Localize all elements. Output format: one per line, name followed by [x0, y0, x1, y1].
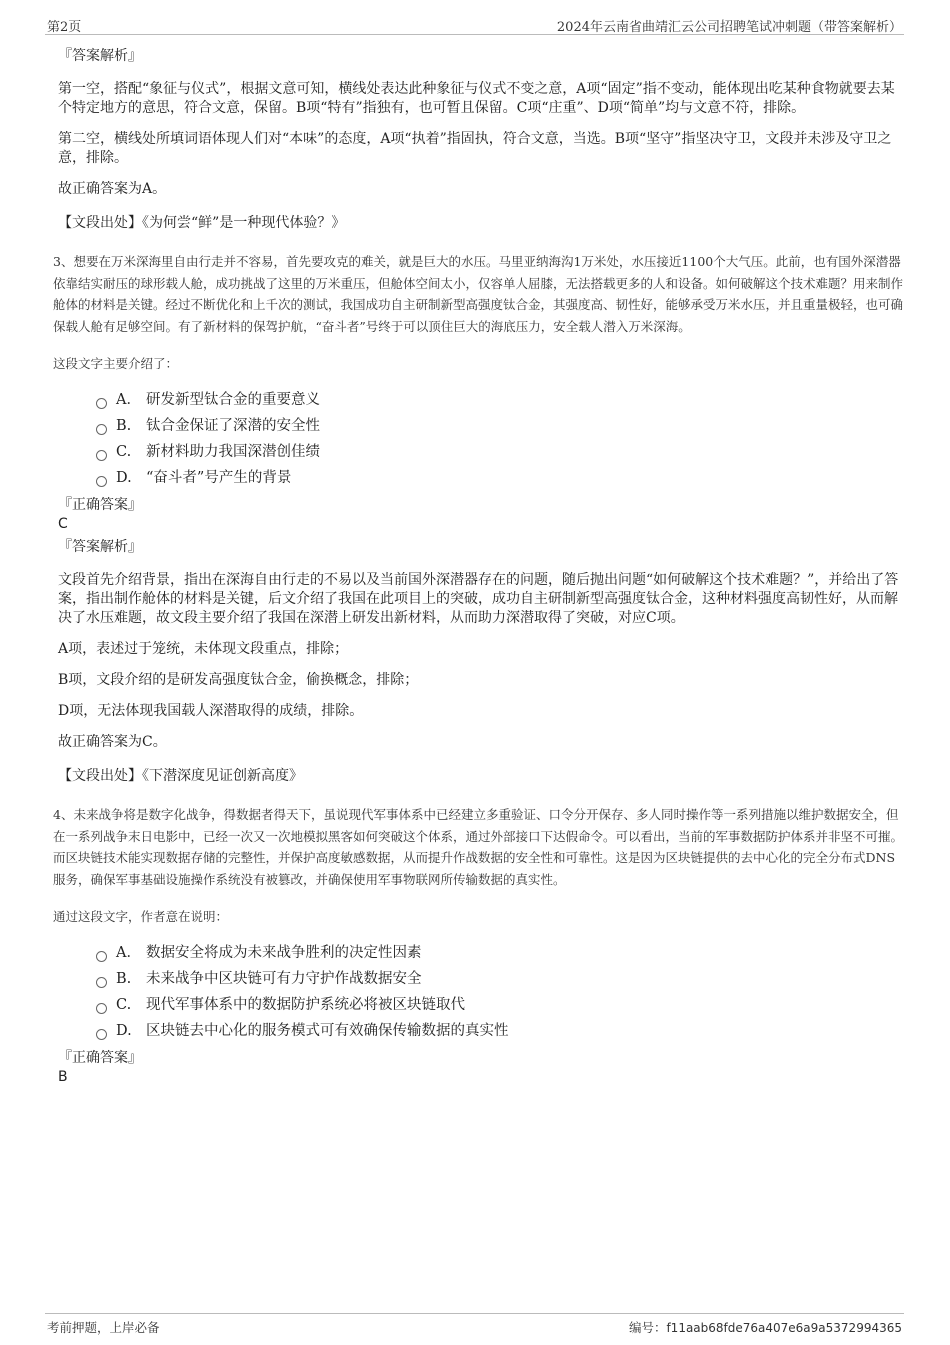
analysis-paragraph: 故正确答案为C。 [58, 734, 167, 750]
page-header [45, 14, 904, 35]
page-footer [45, 1313, 904, 1338]
analysis-paragraph: 故正确答案为A。 [58, 181, 167, 197]
document-code [629, 1318, 902, 1336]
option-text: “奋斗者”号产生的背景 [146, 470, 292, 486]
analysis-paragraph: 第一空，搭配“象征与仪式”，根据文意可知，横线处表达此种象征与仪式不变之意，A项“固定”指不变动，能体现出吃某种食物就要去某个特定地方的意思，符合文意，保留。B项“特有”指独有，也可暂且保留。C项“庄重”、D项“简单”均与文意不符，排除。 [58, 81, 895, 116]
option-text: 未来战争中区块链可有力守护作战数据安全 [146, 971, 422, 987]
option-key: A． [116, 945, 141, 961]
radio-icon[interactable] [96, 476, 107, 487]
question-text: 4、未来战争将是数字化战争，得数据者得天下，虽说现代军事体系中已经建立多重验证、口令分开保存、多人同时操作等一系列措施以维护数据安全，但在一系列战争末日电影中，已经一次又一次地模拟黑客如何突破这个体系，通过外部接口下达假命令。可以看出，当前的军事数据防护体系并非坚不可摧。而区块链技术能实现数据存储的完整性，并保护高度敏感数据，从而提升作战数据的安全性和可靠性。这是因为区块链提供的去中心化的完全分布式DNS服务，确保军事基础设施操作系统没有被篡改，并确保使用军事物联网所传输数据的真实性。 [53, 807, 904, 887]
option-key: D. [116, 1023, 132, 1039]
option-d[interactable] [96, 1018, 904, 1044]
code-label: 编号： [628, 1320, 667, 1335]
source-citation: 【文段出处】《为何尝“鲜”是一种现代体验？》 [58, 215, 346, 231]
footer-slogan: 考前押题，上岸必备 [47, 1320, 160, 1335]
option-key: B. [116, 971, 132, 987]
option-a[interactable] [96, 387, 904, 413]
radio-icon[interactable] [96, 424, 107, 435]
option-list [96, 940, 904, 1044]
option-text: 现代军事体系中的数据防护系统必将被区块链取代 [146, 997, 465, 1013]
option-b[interactable] [96, 413, 904, 439]
correct-answer: C [58, 516, 68, 532]
option-list [96, 387, 904, 491]
option-a[interactable] [96, 940, 904, 966]
option-key: A． [116, 392, 141, 408]
radio-icon[interactable] [96, 951, 107, 962]
analysis-paragraph: D项，无法体现我国载人深潜取得的成绩，排除。 [58, 703, 364, 719]
option-b[interactable] [96, 966, 904, 992]
analysis-paragraph: 第二空，横线处所填词语体现人们对“本味”的态度，A项“执着”指固执，符合文意，当选。B项“坚守”指坚决守卫，文段并未涉及守卫之意，排除。 [58, 131, 892, 166]
option-text: 研发新型钛合金的重要意义 [146, 392, 320, 408]
option-d[interactable] [96, 465, 904, 491]
document-title: 2024年云南省曲靖汇云公司招聘笔试冲刺题（带答案解析） [556, 20, 902, 35]
option-text: 数据安全将成为未来战争胜利的决定性因素 [146, 945, 422, 961]
option-key: C. [116, 997, 132, 1013]
option-key: B. [116, 418, 132, 434]
question-prompt: 通过这段文字，作者意在说明： [53, 909, 229, 924]
question-3 [53, 251, 904, 786]
radio-icon[interactable] [96, 398, 107, 409]
radio-icon[interactable] [96, 977, 107, 988]
correct-answer-label: 『正确答案』 [58, 497, 142, 513]
analysis-paragraph: A项，表述过于笼统，未体现文段重点，排除； [58, 641, 349, 657]
analysis-label: 『答案解析』 [58, 539, 142, 555]
question-4 [53, 804, 904, 1086]
document-body [53, 46, 904, 1090]
option-text: 区块链去中心化的服务模式可有效确保传输数据的真实性 [146, 1023, 509, 1039]
correct-answer-label: 『正确答案』 [58, 1050, 142, 1066]
option-c[interactable] [96, 992, 904, 1018]
radio-icon[interactable] [96, 1029, 107, 1040]
option-key: C. [116, 444, 132, 460]
option-text: 钛合金保证了深潜的安全性 [146, 418, 320, 434]
code-value: f11aab68fde76a407e6a9a5372994365 [666, 1321, 902, 1335]
analysis-paragraph: B项，文段介绍的是研发高强度钛合金，偷换概念，排除； [58, 672, 419, 688]
analysis-paragraph: 文段首先介绍背景，指出在深海自由行走的不易以及当前国外深潜器存在的问题，随后抛出问题“如何破解这个技术难题？”，并给出了答案，指出制作舱体的材料是关键，后文介绍了我国在此项目上的突破，成功自主研制新型高强度钛合金，这种材料强度高韧性好，从而解决了水压难题，故文段主要介绍了我国在深潜上研发出新材料，从而助力深潜取得了突破，对应C项。 [58, 572, 899, 626]
radio-icon[interactable] [96, 450, 107, 461]
correct-answer: B [58, 1069, 68, 1085]
option-key: D. [116, 470, 132, 486]
radio-icon[interactable] [96, 1003, 107, 1014]
analysis-label: 『答案解析』 [58, 48, 142, 64]
page-number: 第2页 [47, 20, 82, 35]
question-prompt: 这段文字主要介绍了： [53, 356, 179, 371]
option-c[interactable] [96, 439, 904, 465]
question-text: 3、想要在万米深海里自由行走并不容易，首先要攻克的难关，就是巨大的水压。马里亚纳海沟1万米处，水压接近1100个大气压。此前，也有国外深潜器依靠结实耐压的球形载人舱，成功挑战了这里的万米重压，但舱体空间太小，仅容单人屈膝，无法搭载更多的人和设备。如何破解这个技术难题？用来制作舱体的材料是关键。经过不断优化和上千次的测试，我国成功自主研制新型高强度钛合金，其强度高、韧性好，能够承受万米水压，并且重量极轻，也可确保载人舱有足够空间。有了新材料的保驾护航，“奋斗者”号终于可以顶住巨大的海底压力，安全载人潜入万米深海。 [53, 254, 904, 334]
analysis-section-q2 [56, 46, 904, 233]
source-citation: 【文段出处】《下潜深度见证创新高度》 [58, 768, 303, 784]
option-text: 新材料助力我国深潜创佳绩 [146, 444, 320, 460]
